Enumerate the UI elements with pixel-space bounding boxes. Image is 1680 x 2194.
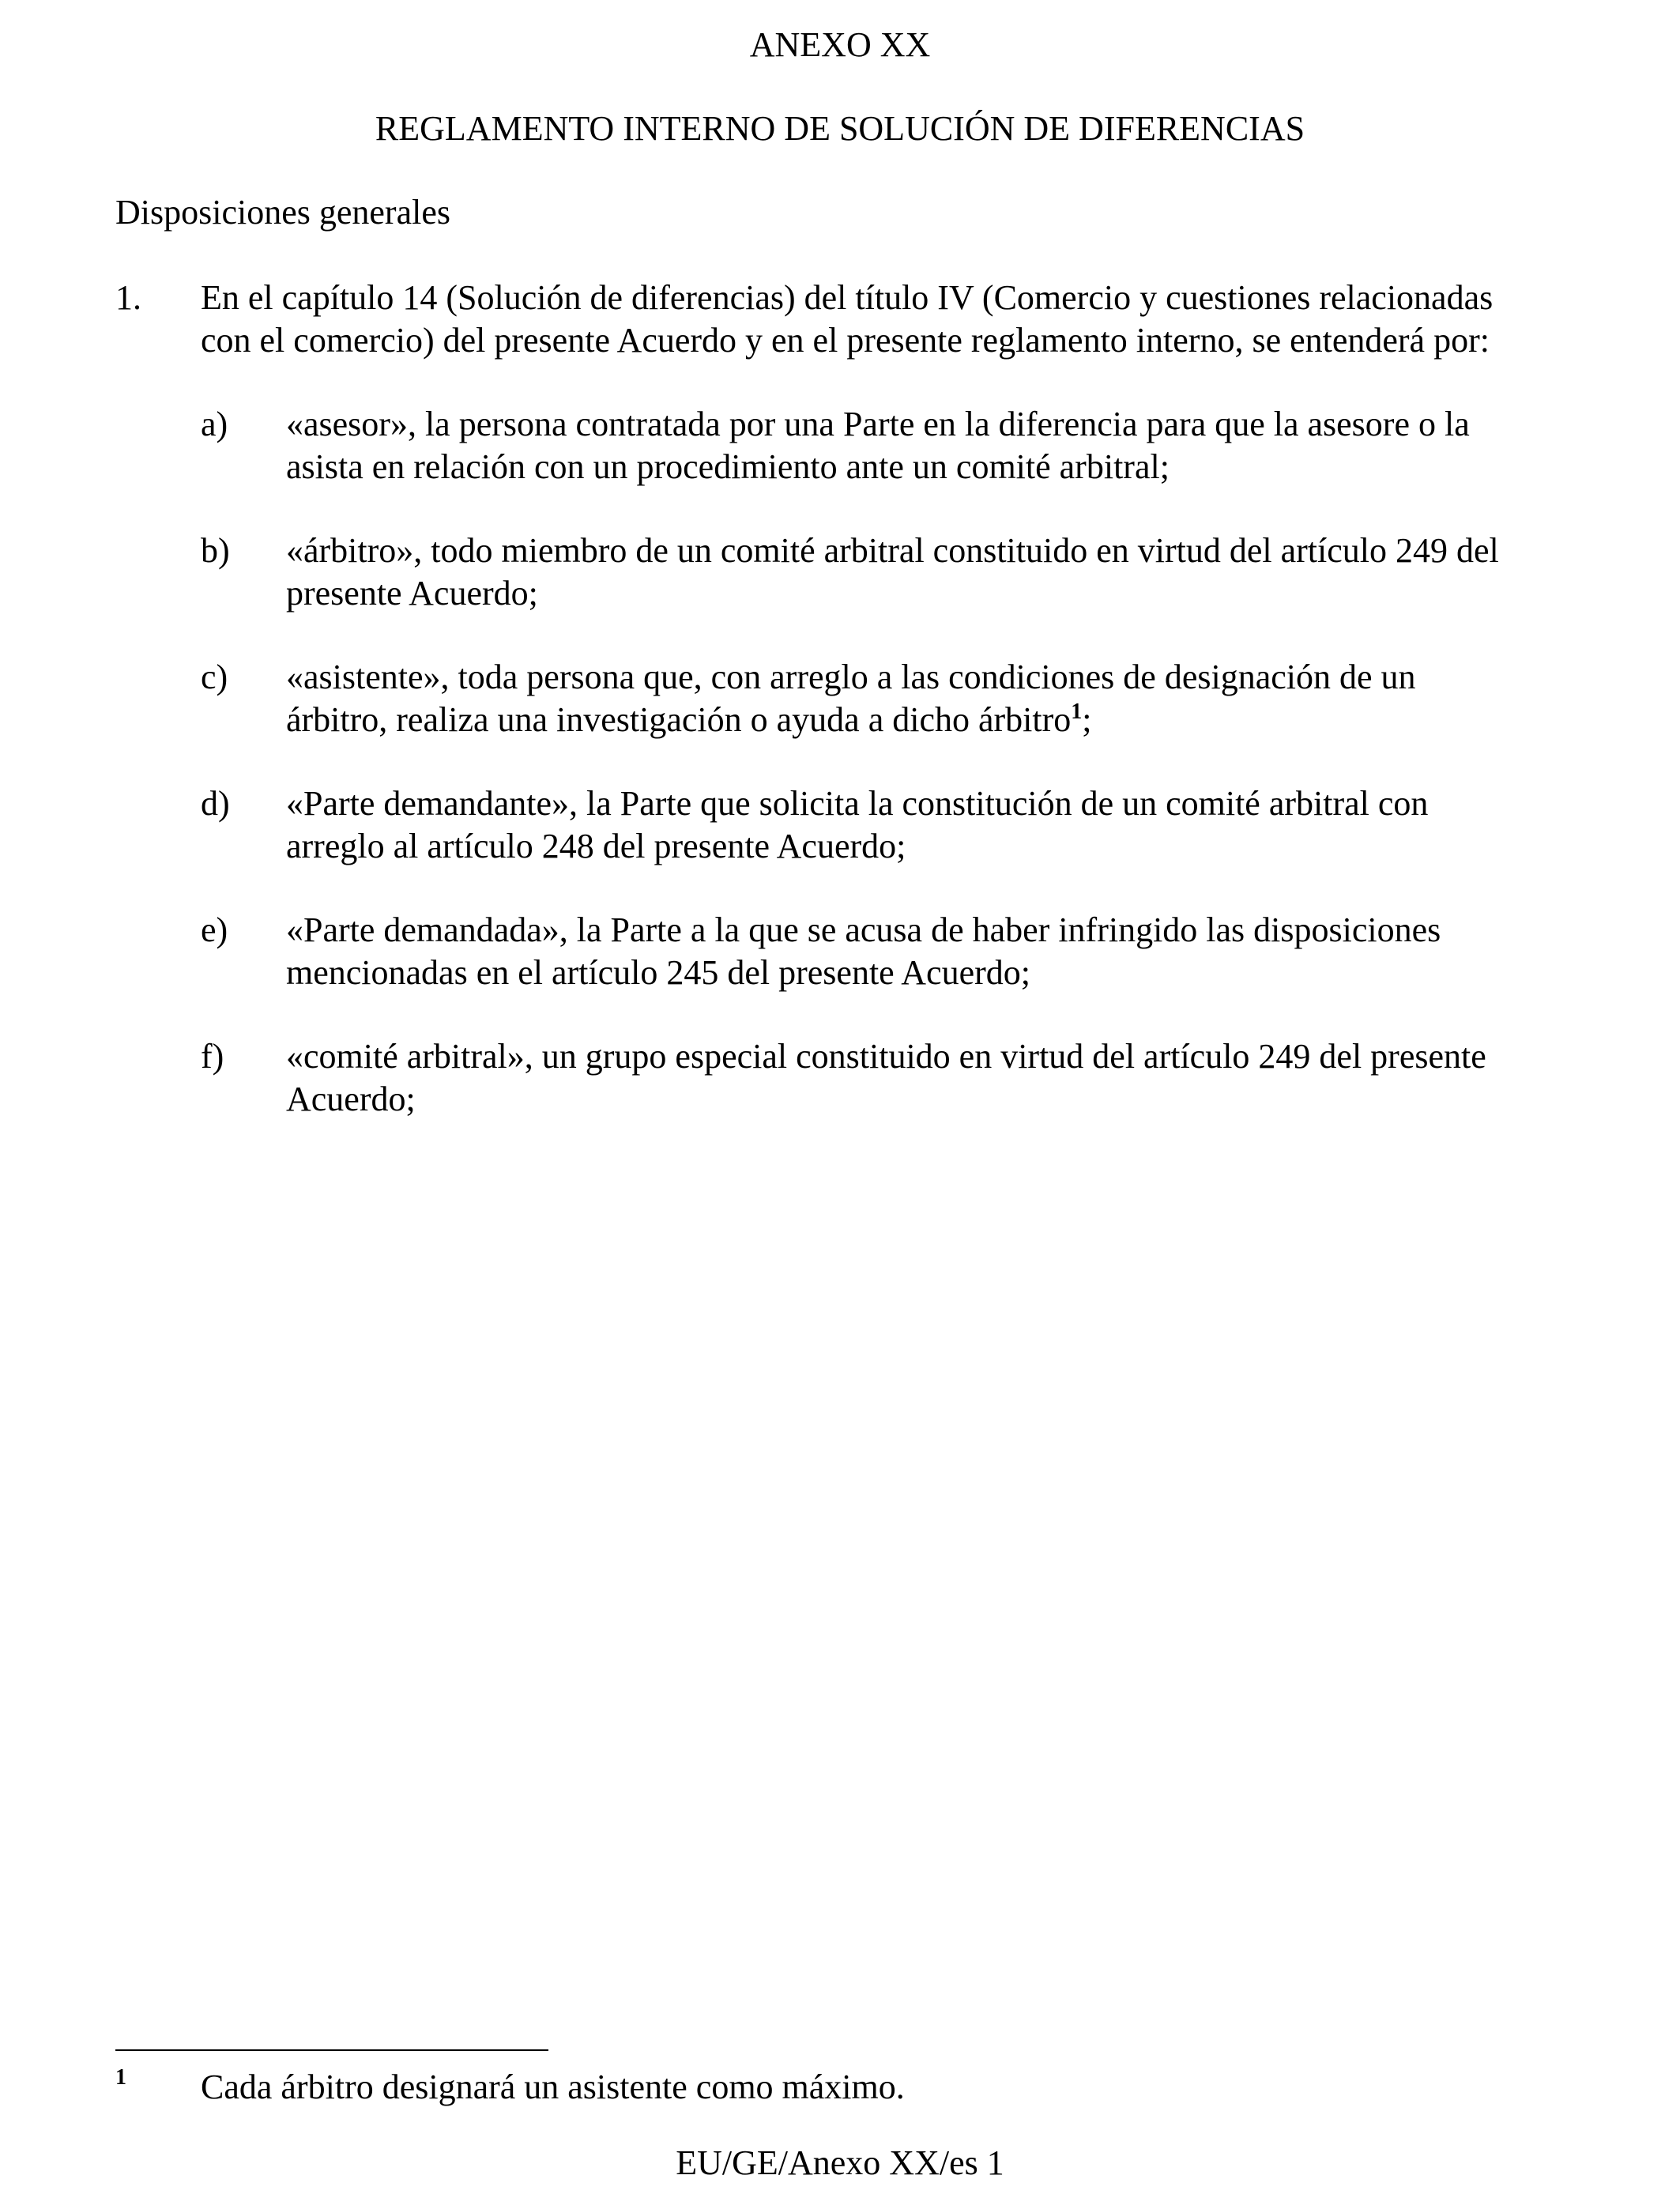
item-letter: b) (201, 531, 230, 570)
item-line: Acuerdo; (286, 1080, 416, 1118)
annex-title: ANEXO XX (749, 25, 931, 64)
item-letter: d) (201, 784, 230, 823)
footnote-text: Cada árbitro designará un asistente como máximo. (201, 2068, 905, 2106)
item-line: «asesor», la persona contratada por una Parte en la diferencia para que la asesore o la (286, 405, 1470, 443)
item-line: arreglo al artículo 248 del presente Acuerdo; (286, 827, 906, 865)
item-line: «comité arbitral», un grupo especial constituido en virtud del artículo 249 del presente (286, 1037, 1486, 1076)
item-letter: f) (201, 1037, 224, 1076)
item-line: «asistente», toda persona que, con arreglo a las condiciones de designación de un (286, 658, 1416, 696)
footnote-marker: 1 (115, 2065, 126, 2090)
item-line-with-footnote (286, 699, 1092, 741)
item-letter: e) (201, 910, 228, 949)
item-letter: a) (201, 405, 228, 443)
paragraph-line: En el capítulo 14 (Solución de diferencias) del título IV (Comercio y cuestiones relacionadas (201, 278, 1494, 317)
item-line: presente Acuerdo; (286, 574, 538, 613)
item-line-text: árbitro, realiza una investigación o ayuda a dicho árbitro (286, 700, 1072, 739)
footnote-reference[interactable]: 1 (1071, 699, 1083, 724)
paragraph-line: con el comercio) del presente Acuerdo y en el presente reglamento interno, se entenderá por: (201, 321, 1490, 360)
section-heading: Disposiciones generales (115, 193, 450, 232)
item-line: «Parte demandante», la Parte que solicita la constitución de un comité arbitral con (286, 784, 1429, 823)
footnote-separator (115, 2049, 548, 2051)
paragraph-number: 1. (115, 278, 141, 317)
item-line: mencionadas en el artículo 245 del presente Acuerdo; (286, 953, 1030, 992)
item-letter: c) (201, 658, 228, 696)
item-line: «árbitro», todo miembro de un comité arbitral constituido en virtud del artículo 249 del (286, 531, 1499, 570)
item-line: «Parte demandada», la Parte a la que se acusa de haber infringido las disposiciones (286, 910, 1441, 949)
page-footer: EU/GE/Anexo XX/es 1 (676, 2143, 1004, 2182)
item-line-end: ; (1082, 700, 1092, 739)
item-line: asista en relación con un procedimiento ante un comité arbitral; (286, 447, 1170, 486)
regulation-title: REGLAMENTO INTERNO DE SOLUCIÓN DE DIFERENCIAS (375, 109, 1305, 148)
